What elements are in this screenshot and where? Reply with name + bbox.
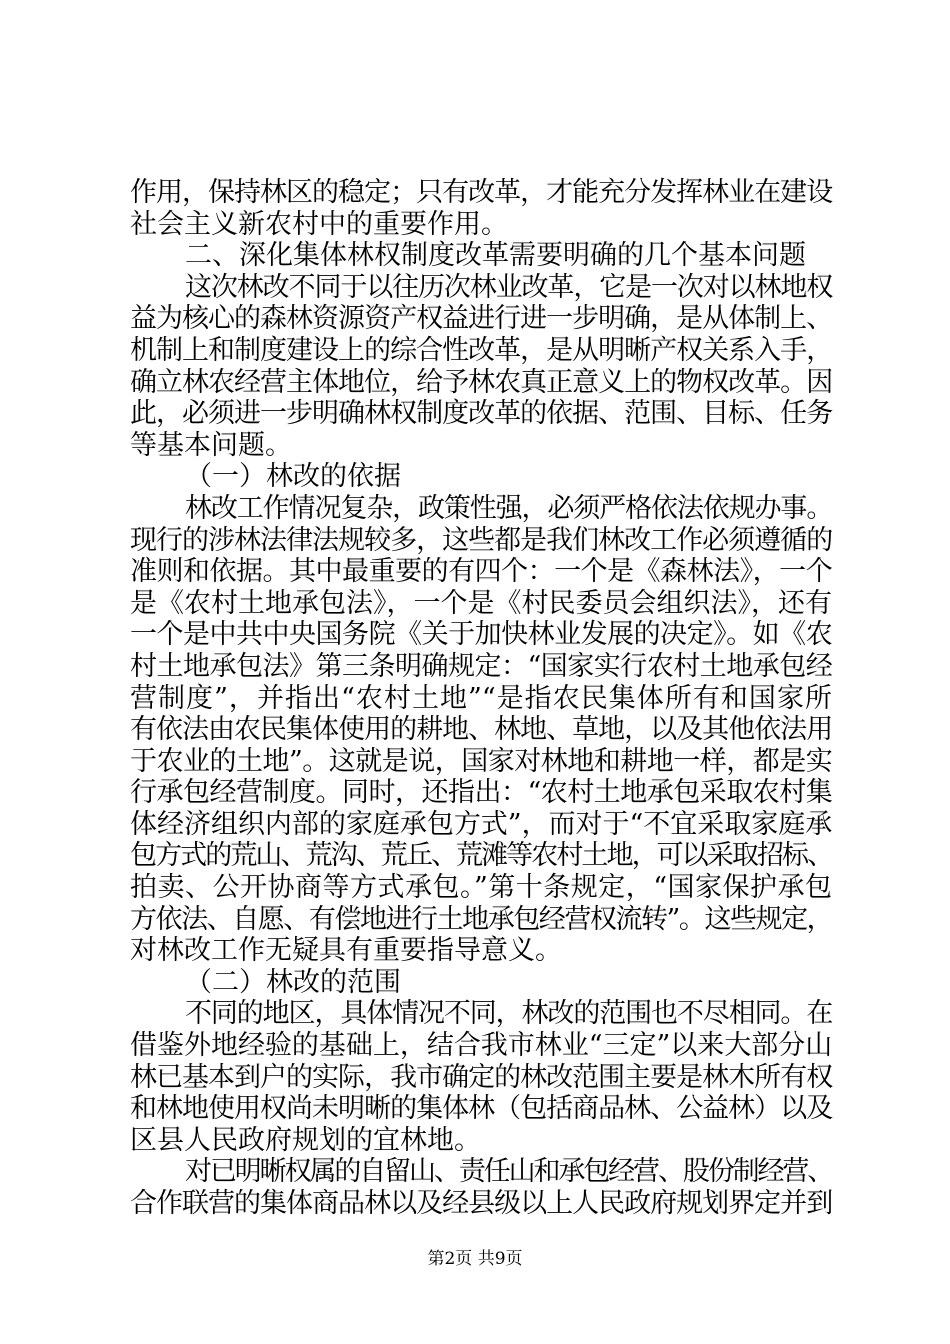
text-line: 是《农村土地承包法》，一个是《村民委员会组织法》，还有 [130, 587, 832, 619]
text-line: 体经济组织内部的家庭承包方式”，而对于“不宜采取家庭承 [130, 808, 832, 840]
text-line: 合作联营的集体商品林以及经县级以上人民政府规划界定并到 [130, 1188, 832, 1219]
text-line: 村土地承包法》第三条明确规定：“国家实行农村土地承包经 [130, 650, 832, 682]
text-line: 对林改工作无疑具有重要指导意义。 [130, 935, 562, 967]
text-line: 这次林改不同于以往历次林业改革，它是一次对以林地权 [185, 271, 832, 303]
text-line: 方依法、自愿、有偿地进行土地承包经营权流转”。这些规定， [130, 903, 832, 935]
text-line: 行承包经营制度。同时，还指出：“农村土地承包采取农村集 [130, 777, 832, 809]
text-line: 准则和依据。其中最重要的有四个：一个是《森林法》，一个 [130, 556, 832, 588]
text-line: 不同的地区，具体情况不同，林改的范围也不尽相同。在 [185, 998, 832, 1030]
text-line: 机制上和制度建设上的综合性改革，是从明晰产权关系入手， [130, 334, 832, 366]
text-line: 于农业的土地”。这就是说，国家对林地和耕地一样，都是实 [130, 745, 832, 777]
text-line: 此，必须进一步明确林权制度改革的依据、范围、目标、任务 [130, 398, 832, 430]
text-line: 作用，保持林区的稳定；只有改革，才能充分发挥林业在建设 [130, 177, 832, 208]
subsection-heading: （一）林改的依据 [185, 461, 401, 493]
text-line: 林改工作情况复杂，政策性强，必须严格依法依规办事。 [185, 492, 832, 524]
text-line: 有依法由农民集体使用的耕地、林地、草地，以及其他依法用 [130, 714, 832, 746]
text-line: 对已明晰权属的自留山、责任山和承包经营、股份制经营、 [185, 1156, 832, 1188]
text-line: 确立林农经营主体地位，给予林农真正意义上的物权改革。因 [130, 366, 832, 398]
text-line: 社会主义新农村中的重要作用。 [130, 208, 508, 240]
section-heading: 二、深化集体林权制度改革需要明确的几个基本问题 [185, 240, 806, 272]
text-line: 区县人民政府规划的宜林地。 [130, 1124, 481, 1156]
text-line: 林已基本到户的实际，我市确定的林改范围主要是林木所有权 [130, 1061, 832, 1093]
text-line: 借鉴外地经验的基础上，结合我市林业“三定”以来大部分山 [130, 1030, 832, 1062]
text-line: 拍卖、公开协商等方式承包。”第十条规定，“国家保护承包 [130, 872, 832, 904]
text-line: 现行的涉林法律法规较多，这些都是我们林改工作必须遵循的 [130, 524, 832, 556]
text-line: 和林地使用权尚未明晰的集体林（包括商品林、公益林）以及 [130, 1093, 832, 1125]
page-number-footer: 第2页 共9页 [427, 1249, 523, 1269]
text-line: 等基本问题。 [130, 429, 292, 461]
text-line: 包方式的荒山、荒沟、荒丘、荒滩等农村土地，可以采取招标、 [130, 840, 832, 872]
text-line: 一个是中共中央国务院《关于加快林业发展的决定》。如《农 [130, 619, 832, 651]
document-body [130, 177, 832, 1220]
text-line: 益为核心的森林资源资产权益进行进一步明确，是从体制上、 [130, 303, 832, 335]
subsection-heading: （二）林改的范围 [185, 966, 401, 998]
text-line: 营制度”，并指出“农村土地”“是指农民集体所有和国家所 [130, 682, 832, 714]
